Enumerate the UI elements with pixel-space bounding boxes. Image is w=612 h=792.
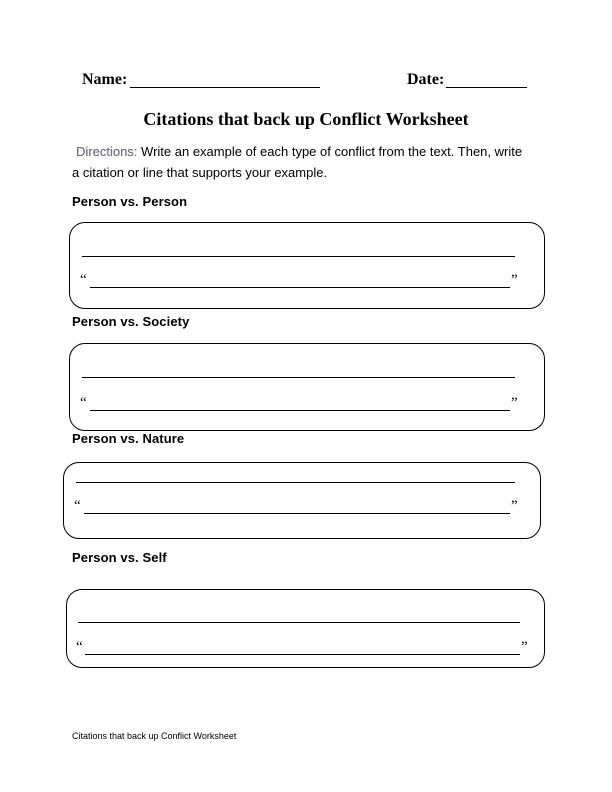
example-line-person-vs-self[interactable]	[78, 622, 520, 623]
close-quote: ”	[511, 395, 518, 411]
close-quote: ”	[511, 272, 518, 288]
date-label: Date:	[407, 71, 445, 88]
directions-text-line2: a citation or line that supports your example.	[72, 165, 328, 180]
citation-line-person-vs-person[interactable]	[90, 287, 510, 288]
close-quote: ”	[521, 639, 528, 655]
example-line-person-vs-nature[interactable]	[76, 482, 515, 483]
name-label: Name:	[82, 71, 128, 88]
open-quote: “	[74, 498, 81, 514]
directions-label: Directions:	[76, 144, 138, 159]
citation-line-person-vs-society[interactable]	[90, 410, 510, 411]
citation-line-person-vs-self[interactable]	[85, 654, 520, 655]
example-line-person-vs-society[interactable]	[82, 377, 515, 378]
directions-text-line1: Write an example of each type of conflict from the text. Then, write	[141, 144, 523, 159]
open-quote: “	[80, 395, 87, 411]
date-field[interactable]	[446, 87, 527, 88]
answer-box-person-vs-person	[69, 222, 545, 309]
close-quote: ”	[511, 498, 518, 514]
worksheet-title: Citations that back up Conflict Worksheet	[143, 109, 469, 129]
citation-line-person-vs-nature[interactable]	[84, 513, 510, 514]
section-label-person-vs-society: Person vs. Society	[72, 314, 190, 329]
directions	[72, 141, 552, 183]
answer-box-person-vs-nature	[63, 462, 541, 539]
section-label-person-vs-nature: Person vs. Nature	[72, 431, 185, 446]
section-label-person-vs-self: Person vs. Self	[72, 550, 167, 565]
footer-text: Citations that back up Conflict Worksheet	[72, 731, 237, 741]
answer-box-person-vs-self	[66, 589, 545, 668]
open-quote: “	[76, 639, 83, 655]
example-line-person-vs-person[interactable]	[82, 256, 515, 257]
answer-box-person-vs-society	[69, 343, 545, 431]
section-label-person-vs-person: Person vs. Person	[72, 194, 188, 209]
name-field[interactable]	[130, 87, 320, 88]
open-quote: “	[80, 272, 87, 288]
